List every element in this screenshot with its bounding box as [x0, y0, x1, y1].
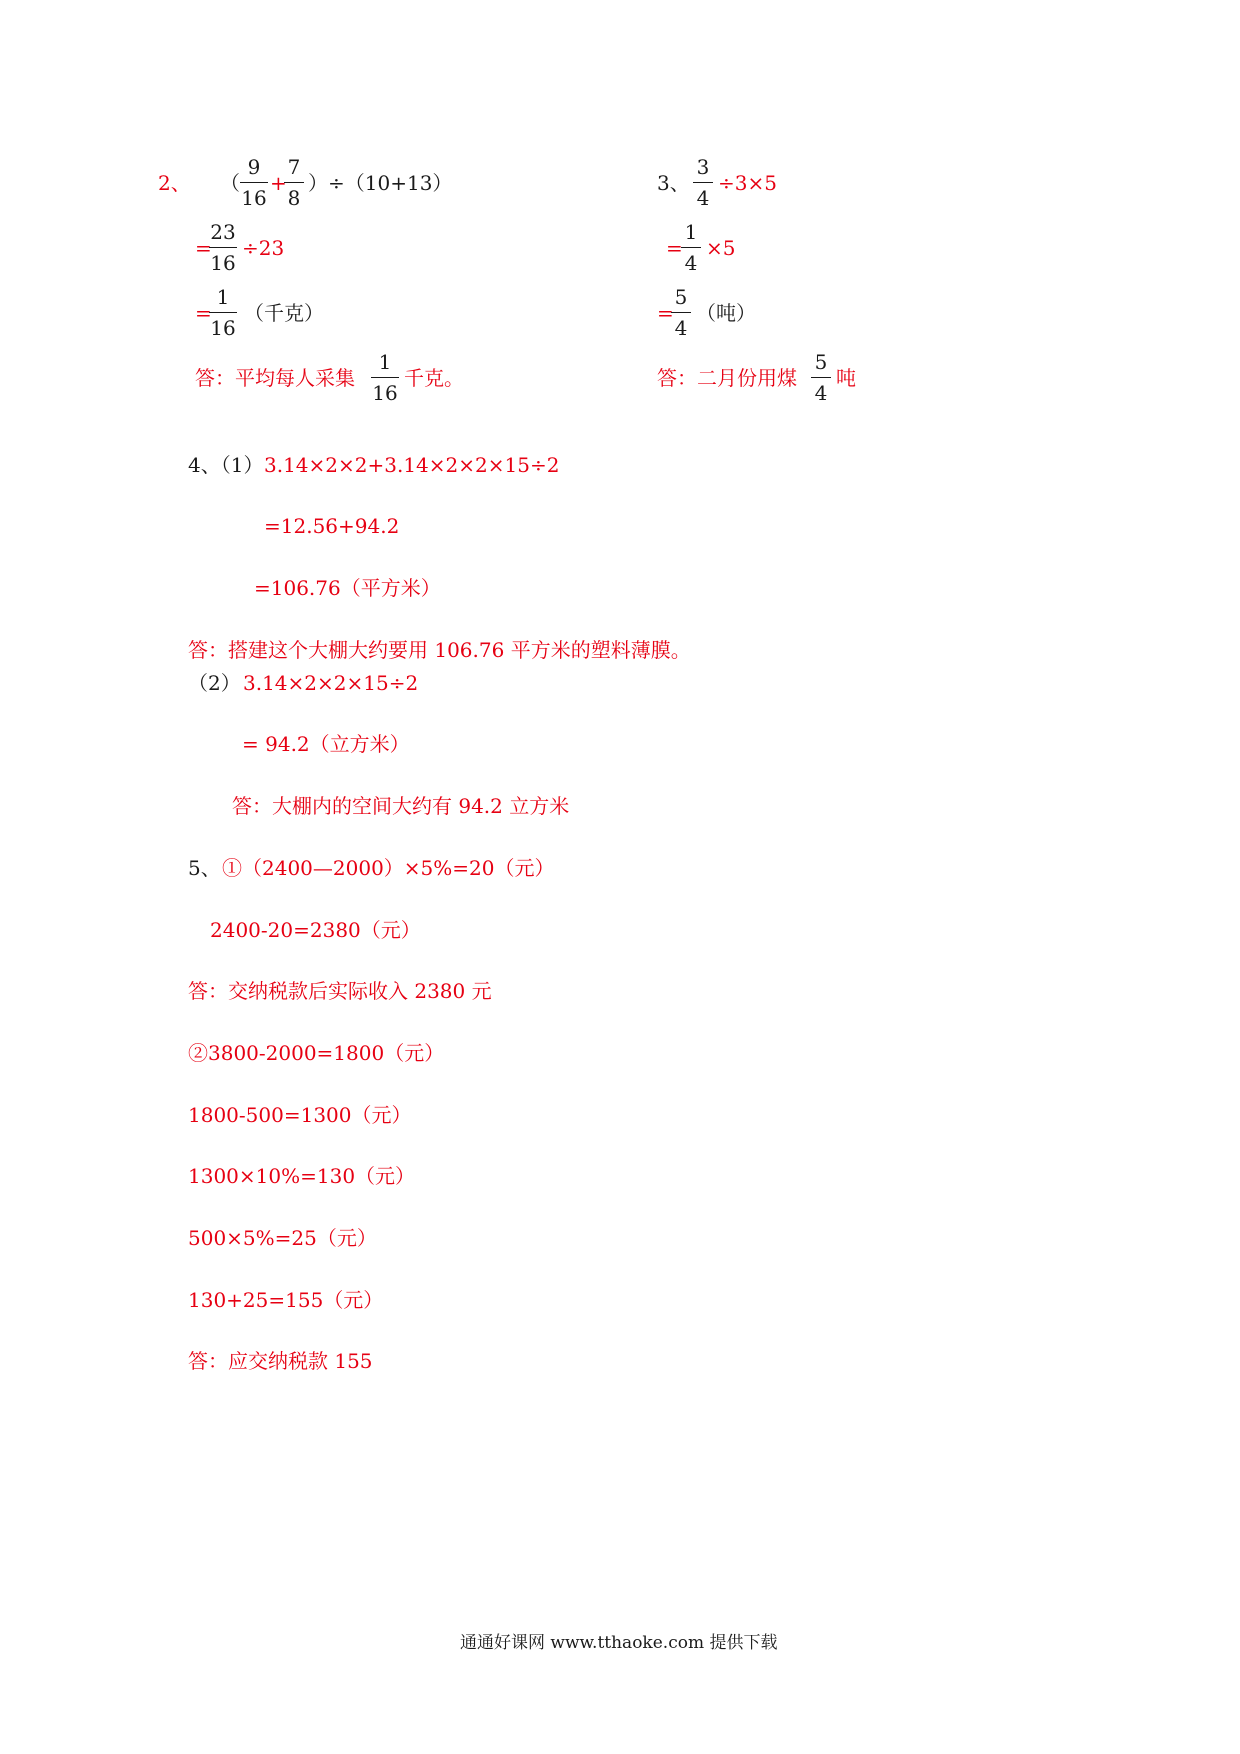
left-paren: （ — [220, 171, 240, 195]
problem-2-answer-unit: 千克。 — [404, 366, 464, 390]
problem-3-expression-tail: ÷3×5 — [718, 171, 777, 195]
divide-23: ÷23 — [242, 236, 285, 260]
problem-3-answer-unit: 吨 — [836, 366, 856, 390]
equals-sign: = — [195, 236, 212, 260]
problem-5-line-5: 1300×10%=130（元） — [188, 1164, 416, 1188]
fraction-9-16: 9 16 — [241, 155, 267, 210]
page-footer: 通通好课网 www.tthaoke.com 提供下载 — [460, 1633, 778, 1653]
problem-4-answer-2: 答：大棚内的空间大约有 94.2 立方米 — [232, 794, 570, 818]
fraction-1-4: 1 4 — [681, 220, 701, 275]
fraction-7-8: 7 8 — [284, 155, 304, 210]
problem-5-line-7: 130+25=155（元） — [188, 1288, 384, 1312]
problem-5-answer-2: 答：应交纳税款 155 — [188, 1349, 373, 1373]
unit-ton: （吨） — [696, 301, 756, 325]
problem-5-answer-1: 答：交纳税款后实际收入 2380 元 — [188, 979, 492, 1003]
problem-5-line-3: ②3800-2000=1800（元） — [188, 1041, 445, 1065]
problem-4-part-1-label: 4、（1） — [188, 453, 264, 477]
fraction-3-4: 3 4 — [693, 155, 713, 210]
problem-4-expression-1: 3.14×2×2+3.14×2×2×15÷2 — [264, 453, 560, 477]
problem-4-expression-2: 3.14×2×2×15÷2 — [243, 671, 419, 695]
fraction-1-16: 1 16 — [210, 285, 236, 340]
problem-3-answer: 答：二月份用煤 — [657, 366, 797, 390]
problem-2-number: 2、 — [158, 171, 191, 195]
problem-5-line-4: 1800-500=1300（元） — [188, 1103, 412, 1127]
problem-5-line-1: ①（2400—2000）×5%=20（元） — [222, 856, 555, 880]
problem-5-label: 5、 — [188, 856, 221, 880]
problem-3-number: 3、 — [657, 171, 690, 195]
times-5: ×5 — [706, 236, 736, 260]
plus-sign: + — [270, 171, 287, 195]
problem-2-expression-tail: ）÷（10+13） — [308, 171, 453, 195]
problem-5-line-2: 2400-20=2380（元） — [210, 918, 421, 942]
problem-4-part-2-label: （2） — [188, 671, 241, 695]
problem-5-line-6: 500×5%=25（元） — [188, 1226, 377, 1250]
fraction-23-16: 23 16 — [210, 220, 236, 275]
problem-4-step-3: = 94.2（立方米） — [242, 732, 410, 756]
problem-2-answer: 答：平均每人采集 — [195, 366, 355, 390]
equals-sign: = — [657, 301, 674, 325]
equals-sign: = — [195, 301, 212, 325]
equals-sign: = — [666, 236, 683, 260]
fraction-5-4: 5 4 — [671, 285, 691, 340]
answer-fraction-5-4: 5 4 — [811, 350, 831, 405]
problem-4-step-2: =106.76（平方米） — [254, 576, 441, 600]
problem-4-answer-1: 答：搭建这个大棚大约要用 106.76 平方米的塑料薄膜。 — [188, 638, 691, 662]
problem-4-step-1: =12.56+94.2 — [264, 514, 400, 538]
answer-fraction-1-16: 1 16 — [372, 350, 398, 405]
unit-kilogram: （千克） — [244, 301, 324, 325]
